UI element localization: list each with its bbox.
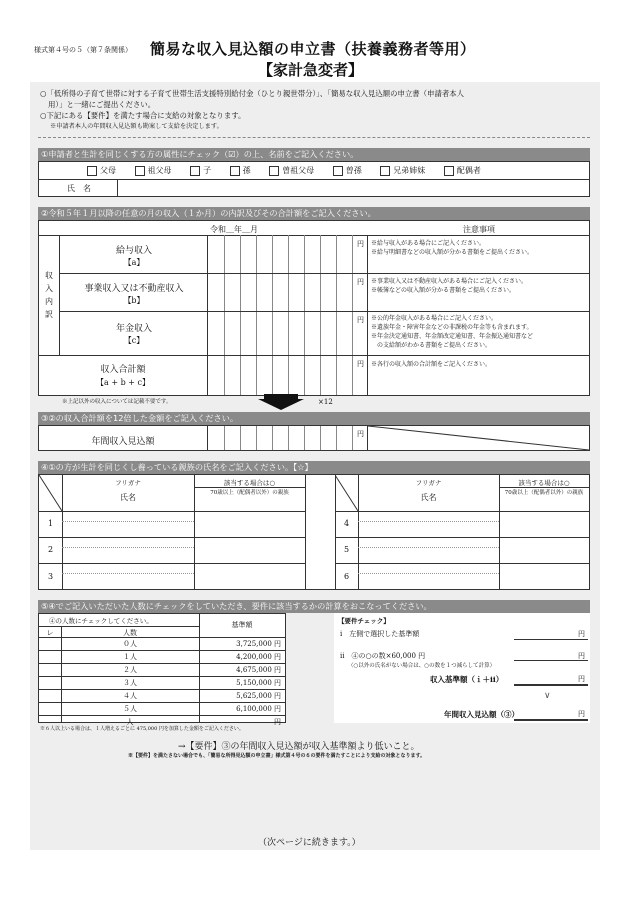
name-header: 氏名 bbox=[120, 493, 136, 502]
divider bbox=[335, 563, 589, 564]
divider bbox=[39, 537, 305, 538]
divider bbox=[62, 573, 194, 574]
divider bbox=[39, 511, 305, 512]
furigana-header: フリガナ bbox=[115, 479, 141, 487]
divider bbox=[39, 563, 305, 564]
intro-line: ○「低所得の子育て世帯に対する子育て世帯生活支援特別給付金（ひとり親世帯分）」、「簡易な収入見込額の申立書（申請者本人 bbox=[40, 89, 465, 98]
people-checkbox[interactable] bbox=[39, 664, 61, 676]
diagonal-slash bbox=[39, 475, 62, 511]
row-number: 5 bbox=[343, 545, 350, 554]
req-i-input[interactable] bbox=[514, 639, 588, 640]
base-row bbox=[39, 650, 285, 663]
req-ii-label: ii ④の○の数×60,000 円 bbox=[340, 652, 426, 660]
req-i-label: i 左側で選択した基準額 bbox=[340, 630, 420, 638]
page-subtitle: 【家計急変者】 bbox=[258, 61, 364, 79]
checkbox[interactable] bbox=[230, 166, 240, 176]
divider bbox=[335, 511, 589, 512]
row-number: 1 bbox=[47, 519, 54, 528]
six-people-note: ※６人以上いる場合は、１人増えるごとに 475,000 円を加算した金額をご記入ください。 bbox=[40, 726, 244, 732]
people-checkbox[interactable] bbox=[39, 703, 61, 715]
base-row bbox=[39, 637, 285, 650]
req-ii-note: （○以外の氏名がない場合は、○の数を１つ減らして計算） bbox=[348, 663, 496, 669]
intro-line: 用）」と一緒にご提出ください。 bbox=[48, 100, 156, 109]
row-number: 2 bbox=[47, 545, 54, 554]
yen-unit: 円 bbox=[357, 316, 364, 324]
form-number: 様式第４号の５（第７条関係） bbox=[34, 46, 132, 54]
yen-unit: 円 bbox=[357, 430, 364, 438]
req-ii-input[interactable] bbox=[514, 660, 588, 661]
requirement-statement: →【要件】③の年間収入見込額が収入基準額より低いこと。 bbox=[178, 742, 420, 752]
base-row bbox=[39, 702, 285, 715]
checkbox[interactable] bbox=[380, 166, 390, 176]
yen-unit: 円 bbox=[357, 240, 364, 248]
divider bbox=[499, 487, 589, 488]
checkbox[interactable] bbox=[190, 166, 200, 176]
yen-unit: 円 bbox=[357, 278, 364, 286]
annual-estimate-input[interactable] bbox=[514, 719, 588, 721]
people-count: ３人 bbox=[123, 679, 137, 687]
name-input[interactable] bbox=[119, 180, 587, 196]
total-label: 収入合計額 bbox=[100, 365, 146, 375]
yen-unit: 円 bbox=[578, 630, 585, 638]
yen-unit: 円 bbox=[578, 652, 585, 660]
row-notes: ※事業収入又は不動産収入がある場合にご記入ください。 ※帳簿などの収入額が分かる書類をご提出ください。 bbox=[371, 278, 528, 294]
row-label-pension: 年金収入 bbox=[115, 324, 152, 334]
page-title: 簡易な収入見込額の申立書（扶養義務者等用） bbox=[150, 40, 476, 58]
section1-header: ①申請者と生計を同じくする方の属性にチェック（☑）の上、名前をご記入ください。 bbox=[38, 148, 590, 161]
checkbox[interactable] bbox=[444, 166, 454, 176]
relation-option[interactable]: 祖父母 bbox=[135, 166, 172, 175]
applicable-header: 該当する場合は○ bbox=[518, 479, 570, 487]
salary-amount-input[interactable] bbox=[208, 236, 366, 272]
row-label-business: 事業収入又は不動産収入 bbox=[84, 284, 184, 294]
people-count: １人 bbox=[123, 653, 137, 661]
checkbox[interactable] bbox=[333, 166, 343, 176]
divider bbox=[39, 626, 199, 627]
check-title: ④の人数にチェックしてください。 bbox=[49, 617, 153, 625]
base-row bbox=[39, 689, 285, 702]
base-header: 基準額 bbox=[231, 621, 253, 629]
multiplier-label: ×12 bbox=[318, 398, 333, 406]
dependents-table bbox=[38, 474, 590, 590]
people-count: ２人 bbox=[123, 666, 137, 674]
check-header: レ bbox=[46, 629, 54, 637]
base-amount: 円 bbox=[274, 718, 281, 726]
greater-than-symbol: ∨ bbox=[544, 691, 551, 701]
divider bbox=[62, 521, 194, 522]
yen-unit: 円 bbox=[578, 675, 585, 683]
base-total-input[interactable] bbox=[514, 684, 588, 686]
divider bbox=[358, 521, 499, 522]
divider bbox=[367, 235, 368, 395]
people-checkbox[interactable] bbox=[39, 677, 61, 689]
age70-header: 70歳以上（配偶者以外）の親族 bbox=[210, 490, 289, 496]
intro-text bbox=[40, 88, 590, 132]
yen-unit: 円 bbox=[578, 710, 585, 718]
side-label: 収入内訳 bbox=[45, 271, 53, 319]
name-header: 氏名 bbox=[420, 493, 437, 502]
requirement-note: ※【要件】を満たさない場合でも、「簡易な所得見込額の申立書」様式第４号の６の要件を満たすことにより支給の対象となります。 bbox=[128, 753, 426, 759]
base-amount: 4,200,000 円 bbox=[236, 653, 281, 661]
month-label: 令和＿年＿月 bbox=[210, 225, 258, 234]
people-checkbox[interactable] bbox=[39, 651, 61, 663]
row-notes: ※給与収入がある場合にご記入ください。 ※給与明細書などの収入額が分かる書類をご提出ください。 bbox=[371, 240, 534, 256]
divider bbox=[38, 137, 590, 138]
name-label: 氏 名 bbox=[67, 184, 91, 193]
base-amount: 3,725,000 円 bbox=[236, 640, 281, 648]
section4-header: ④①の方が生計を同じくし養っている親族の氏名をご記入ください。【☆】 bbox=[38, 461, 590, 474]
continued-note: （次ページに続きます。） bbox=[258, 838, 361, 848]
row-notes: ※公的年金収入がある場合にご記入ください。 ※遺族年金・障害年金などの非課税の年金等も含まれます。 ※年金決定通知書、年金額改定通知書、年金振込通知書など の支給額がわかる書類をご提出ください。 bbox=[371, 315, 534, 349]
people-checkbox[interactable] bbox=[39, 638, 61, 650]
yen-unit: 円 bbox=[357, 360, 364, 368]
requirement-check-box bbox=[334, 613, 590, 723]
base-amount: 6,100,000 円 bbox=[236, 705, 281, 713]
relation-option[interactable]: 兄弟姉妹 bbox=[380, 166, 425, 175]
divider bbox=[358, 547, 499, 548]
divider bbox=[305, 475, 306, 589]
intro-line: ○下記にある【要件】を満たす場合に支給の対象となります。 bbox=[40, 111, 246, 120]
notes-header: 注意事項 bbox=[463, 225, 495, 234]
income-table bbox=[38, 220, 590, 396]
base-amount: 5,150,000 円 bbox=[236, 679, 281, 687]
people-count: ０人 bbox=[123, 640, 137, 648]
relation-option[interactable]: 曽祖父母 bbox=[269, 166, 314, 175]
section1-box bbox=[38, 161, 590, 197]
base-amount: 4,675,000 円 bbox=[236, 666, 281, 674]
relation-checkboxes bbox=[87, 165, 481, 176]
base-amount: 5,625,000 円 bbox=[236, 692, 281, 700]
divider bbox=[59, 235, 60, 355]
section3-header: ③②の収入合計額を12倍した金額をご記入ください。 bbox=[38, 412, 590, 425]
divider bbox=[194, 487, 305, 488]
relation-option[interactable]: 孫 bbox=[230, 166, 251, 175]
row-label-salary: 給与収入 bbox=[115, 246, 152, 256]
annual-income-input[interactable] bbox=[208, 427, 366, 449]
people-count: ５人 bbox=[123, 705, 137, 713]
divider bbox=[117, 179, 118, 197]
people-count: ４人 bbox=[123, 692, 137, 700]
people-checkbox[interactable] bbox=[39, 690, 61, 702]
relation-option[interactable]: 曽孫 bbox=[333, 166, 362, 175]
total-formula: 【a + b + c】 bbox=[96, 378, 150, 387]
diagonal-slash bbox=[368, 426, 589, 450]
section2-header: ②令和５年１月以降の任意の月の収入（１か月）の内訳及びその合計額をご記入ください。 bbox=[38, 207, 590, 220]
pension-amount-input[interactable] bbox=[208, 312, 366, 354]
people-count: 人 bbox=[126, 718, 134, 726]
relation-option[interactable]: 配偶者 bbox=[444, 166, 481, 175]
base-amount-table bbox=[38, 613, 286, 726]
checkbox[interactable] bbox=[269, 166, 279, 176]
applicable-header: 該当する場合は○ bbox=[223, 479, 276, 487]
base-rows bbox=[39, 637, 285, 728]
age70-header: 70歳以上（配偶者以外）の親族 bbox=[504, 490, 584, 496]
income-footnote: ※上記以外の収入については記載不要です。 bbox=[62, 399, 172, 405]
checkbox[interactable] bbox=[87, 166, 97, 176]
row-number: 3 bbox=[47, 572, 54, 581]
req-title: 【要件チェック】 bbox=[338, 617, 390, 625]
row-number: 6 bbox=[343, 572, 350, 581]
annual-estimate-label: 年間収入見込額（③） bbox=[444, 710, 519, 719]
row-number: 4 bbox=[343, 519, 350, 528]
relation-option[interactable]: 子 bbox=[190, 166, 211, 175]
row-tag: 【a】 bbox=[123, 258, 145, 267]
business-amount-input[interactable] bbox=[208, 274, 366, 310]
down-arrow-icon bbox=[258, 394, 304, 410]
intro-note: ※申請者本人の年間収入見込額も勘案して支給を決定します。 bbox=[50, 123, 223, 130]
furigana-header: フリガナ bbox=[415, 479, 442, 487]
divider bbox=[62, 547, 194, 548]
divider bbox=[358, 573, 499, 574]
relation-option[interactable]: 父母 bbox=[87, 166, 116, 175]
annual-income-label: 年間収入見込額 bbox=[91, 437, 155, 447]
diagonal-slash bbox=[335, 475, 358, 511]
annual-income-box bbox=[38, 425, 590, 451]
divider bbox=[335, 537, 589, 538]
section5-header: ⑤④でご記入いただいた人数にチェックをしていただき、要件に該当するかの計算をおこなってください。 bbox=[38, 600, 590, 613]
base-row bbox=[39, 676, 285, 689]
people-header: 人数 bbox=[123, 629, 137, 637]
base-total-label: 収入基準額（ｉ＋ⅱ） bbox=[430, 675, 504, 684]
row-tag: 【c】 bbox=[123, 336, 145, 345]
row-tag: 【b】 bbox=[123, 296, 145, 305]
base-row bbox=[39, 663, 285, 676]
total-note: ※各行の収入額の合計額をご記入ください。 bbox=[371, 361, 492, 368]
total-amount-input[interactable] bbox=[208, 356, 366, 394]
checkbox[interactable] bbox=[135, 166, 145, 176]
